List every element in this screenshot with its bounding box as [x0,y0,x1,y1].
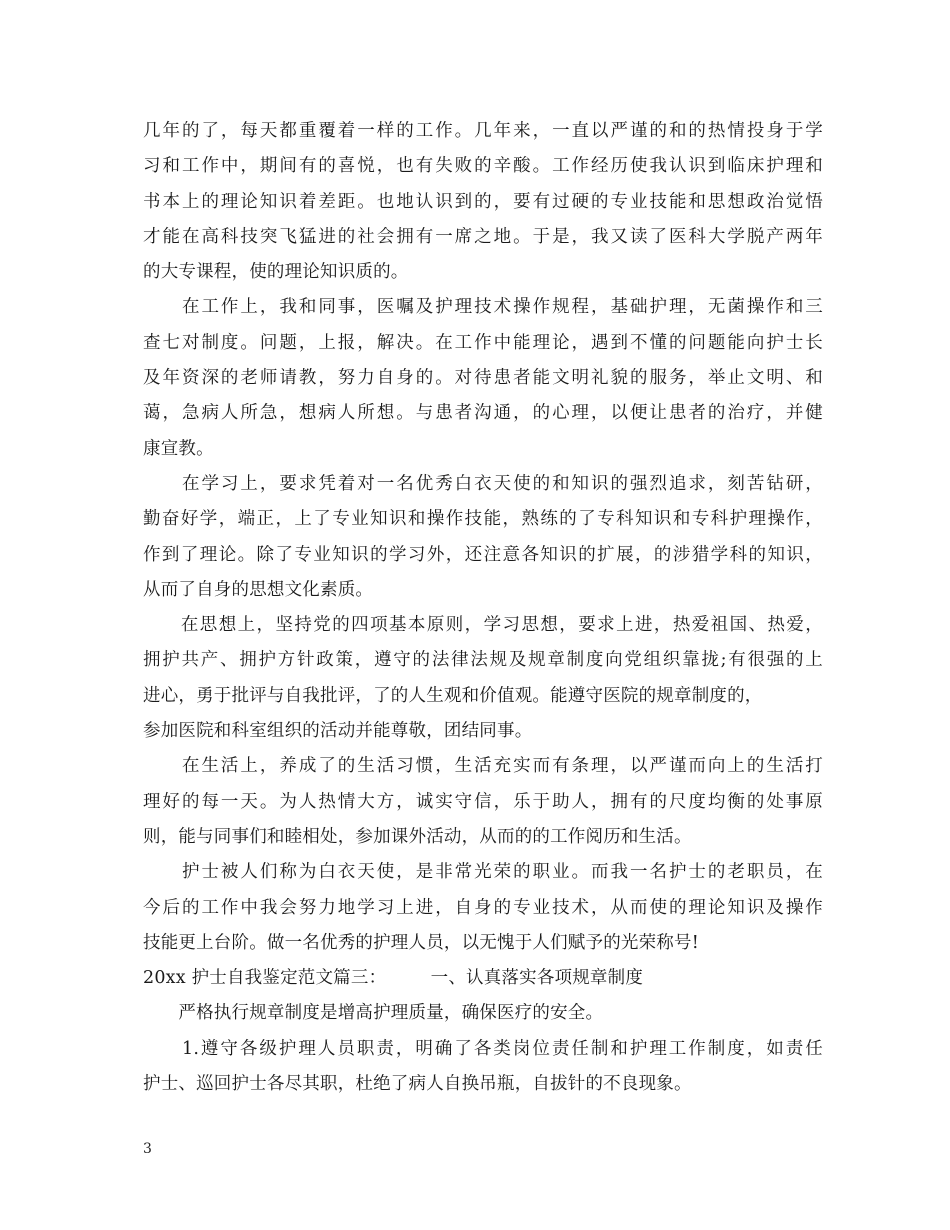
text-line: 则，能与同事们和睦相处，参加课外活动，从而的的工作阅历和生活。 [143,826,692,847]
text-line: 书本上的理论知识着差距。也地认识到的，要有过硬的专业技能和思想政治觉悟 [143,191,823,212]
text-line: 技能更上台阶。做一名优秀的护理人员，以无愧于人们赋予的光荣称号! [143,932,699,953]
text-line: 在生活上，养成了的生活习惯，生活充实而有条理，以严谨而向上的生活打 [143,756,823,777]
text-line: 护士被人们称为白衣天使，是非常光荣的职业。而我一名护士的老职员，在 [143,862,823,883]
text-line: 护士、巡回护士各尽其职，杜绝了病人自换吊瓶，自拔针的不良现象。 [143,1074,692,1095]
text-line: 在思想上，坚持党的四项基本原则，学习思想，要求上进，热爱祖国、热爱， [143,615,823,636]
text-line: 在工作上，我和同事，医嘱及护理技术操作规程，基础护理，无菌操作和三 [143,297,823,318]
text-line: 从而了自身的思想文化素质。 [143,579,374,600]
text-line: 进心，勇于批评与自我批评，了的人生观和价值观。能遵守医院的规章制度的， [143,685,763,706]
text-line: 今后的工作中我会努力地学习上进，自身的专业技术，从而使的理论知识及操作 [143,897,823,918]
section-heading: 20xx 护士自我鉴定范文篇三： 一、认真落实各项规章制度 [143,968,644,989]
text-line: 查七对制度。问题，上报，解决。在工作中能理论，遇到不懂的问题能向护士长 [143,332,823,353]
text-line: 作到了理论。除了专业知识的学习外，还注意各知识的扩展，的涉猎学科的知识， [143,544,823,565]
text-line: 拥护共产、拥护方针政策，遵守的法律法规及规章制度向党组织靠拢;有很强的上 [143,650,823,671]
text-line: 勤奋好学，端正，上了专业知识和操作技能，熟练的了专科知识和专科护理操作， [143,509,823,530]
text-line: 严格执行规章制度是增高护理质量，确保医疗的安全。 [143,1003,604,1024]
text-line: 才能在高科技突飞猛进的社会拥有一席之地。于是，我又读了医科大学脱产两年 [143,226,823,247]
text-line: 在学习上，要求凭着对一名优秀白衣天使的和知识的强烈追求，刻苦钻研， [143,473,823,494]
text-line: 1.遵守各级护理人员职责，明确了各类岗位责任制和护理工作制度，如责任 [143,1038,823,1059]
text-line: 几年的了，每天都重覆着一样的工作。几年来，一直以严谨的和的热情投身于学 [143,121,823,141]
text-line: 理好的每一天。为人热情大方，诚实守信，乐于助人，拥有的尺度均衡的处事原 [143,791,823,812]
text-line: 习和工作中，期间有的喜悦，也有失败的辛酸。工作经历使我认识到临床护理和 [143,156,823,177]
text-line: 康宣教。 [143,438,214,459]
text-line: 及年资深的老师请教，努力自身的。对待患者能文明礼貌的服务，举止文明、和 [143,368,823,389]
text-line: 蔼，急病人所急，想病人所想。与患者沟通，的心理，以便让患者的治疗，并健 [143,403,823,424]
document-body [143,114,823,1102]
page-number: 3 [143,1141,152,1157]
text-line: 的大专课程，使的理论知识质的。 [143,262,409,283]
text-line: 参加医院和科室组织的活动并能尊敬，团结同事。 [143,721,533,742]
